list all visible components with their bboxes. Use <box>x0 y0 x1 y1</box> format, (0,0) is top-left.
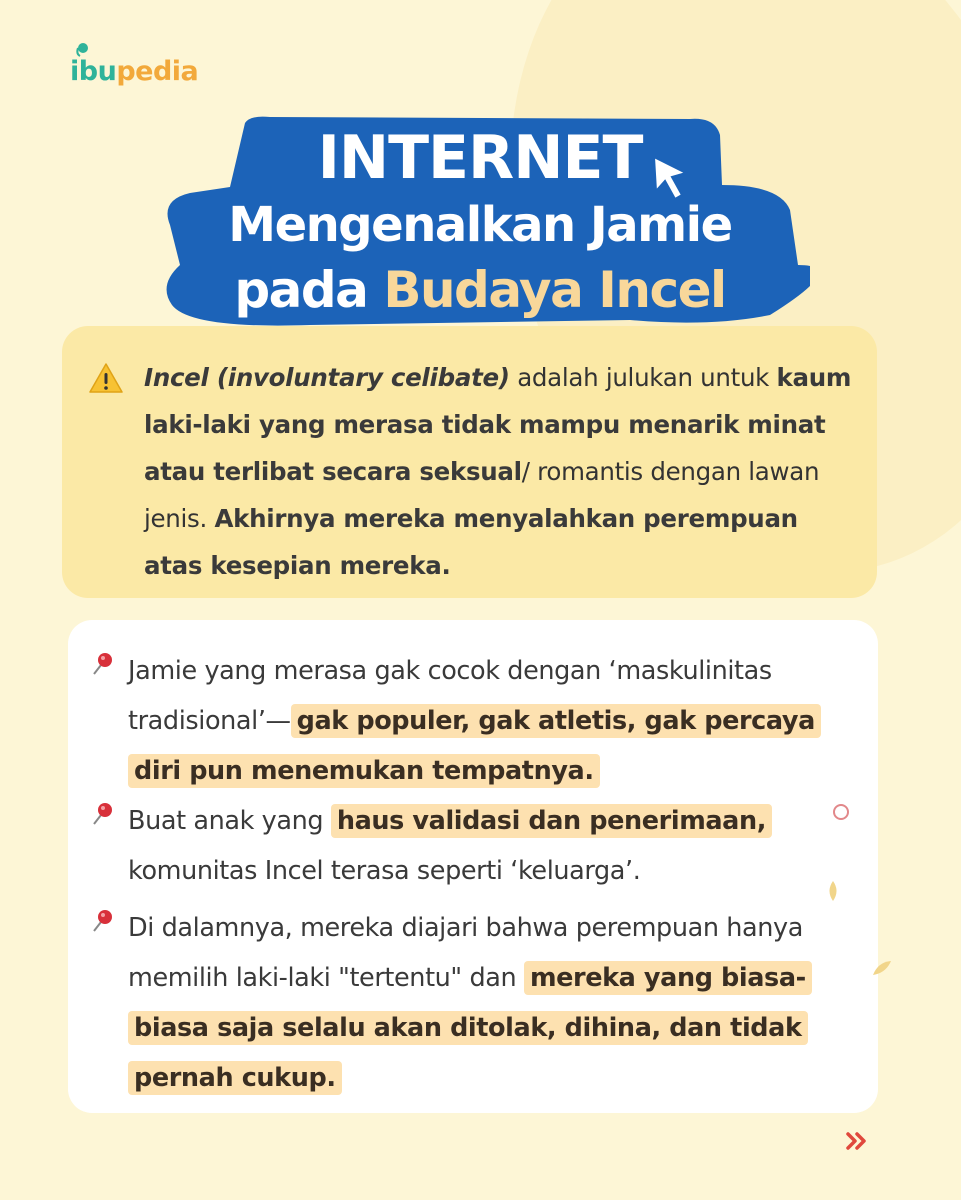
item-2-text: Buat anak yang <box>128 806 331 836</box>
brand-logo <box>70 56 198 87</box>
definition-bold-2: Akhirnya mereka menyalahkan perempuan atas kesepian mereka. <box>144 504 798 580</box>
definition-part-2: / romantis dengan lawan jenis. <box>144 457 820 533</box>
item-2-text-end: komunitas Incel terasa seperti ‘keluarga’. <box>128 856 641 886</box>
title-line-3-prefix: pada <box>234 261 384 319</box>
item-1-text: Jamie yang merasa gak cocok dengan ‘maskulinitas tradisional’— <box>128 656 772 736</box>
title-line-1: INTERNET <box>317 123 643 193</box>
item-1-highlight: gak populer, gak atletis, gak percaya diri pun menemukan tempatnya. <box>128 704 821 788</box>
definition-term: Incel (involuntary celibate) <box>144 363 510 392</box>
definition-text <box>144 354 854 589</box>
title-line-3 <box>150 261 810 319</box>
leaf-icon <box>872 960 892 976</box>
item-3-text: Di dalamnya, mereka diajari bahwa perempuan hanya memilih laki-laki "tertentu" dan <box>128 913 803 993</box>
decorative-circle <box>833 804 849 820</box>
list-item-text <box>128 903 858 1103</box>
pushpin-icon <box>88 650 116 678</box>
list-item-text <box>128 646 858 796</box>
title-block <box>150 115 810 330</box>
item-3-highlight: mereka yang biasa-biasa saja selalu akan ditolak, dihina, dan tidak pernah cukup. <box>128 961 812 1095</box>
item-2-highlight: haus validasi dan penerimaan, <box>331 804 772 838</box>
warning-icon <box>88 362 124 394</box>
brand-i: i <box>70 56 79 87</box>
points-list <box>68 620 878 1113</box>
pushpin-icon <box>88 907 116 935</box>
cursor-icon <box>650 153 694 203</box>
brand-bu: bu <box>78 56 117 87</box>
leaf-icon <box>826 880 840 902</box>
double-chevron-right-icon[interactable] <box>845 1130 869 1152</box>
definition-bold-1: kaum laki-laki yang merasa tidak mampu menarik minat atau terlibat secara seksual <box>144 363 852 486</box>
list-item-text <box>128 796 858 896</box>
title-line-2: Mengenalkan Jamie <box>228 197 732 253</box>
definition-part-1: adalah julukan untuk <box>509 363 777 392</box>
pushpin-icon <box>88 800 116 828</box>
brand-pedia: pedia <box>116 56 199 87</box>
definition-box <box>62 326 877 598</box>
title-accent: Budaya Incel <box>383 261 726 319</box>
